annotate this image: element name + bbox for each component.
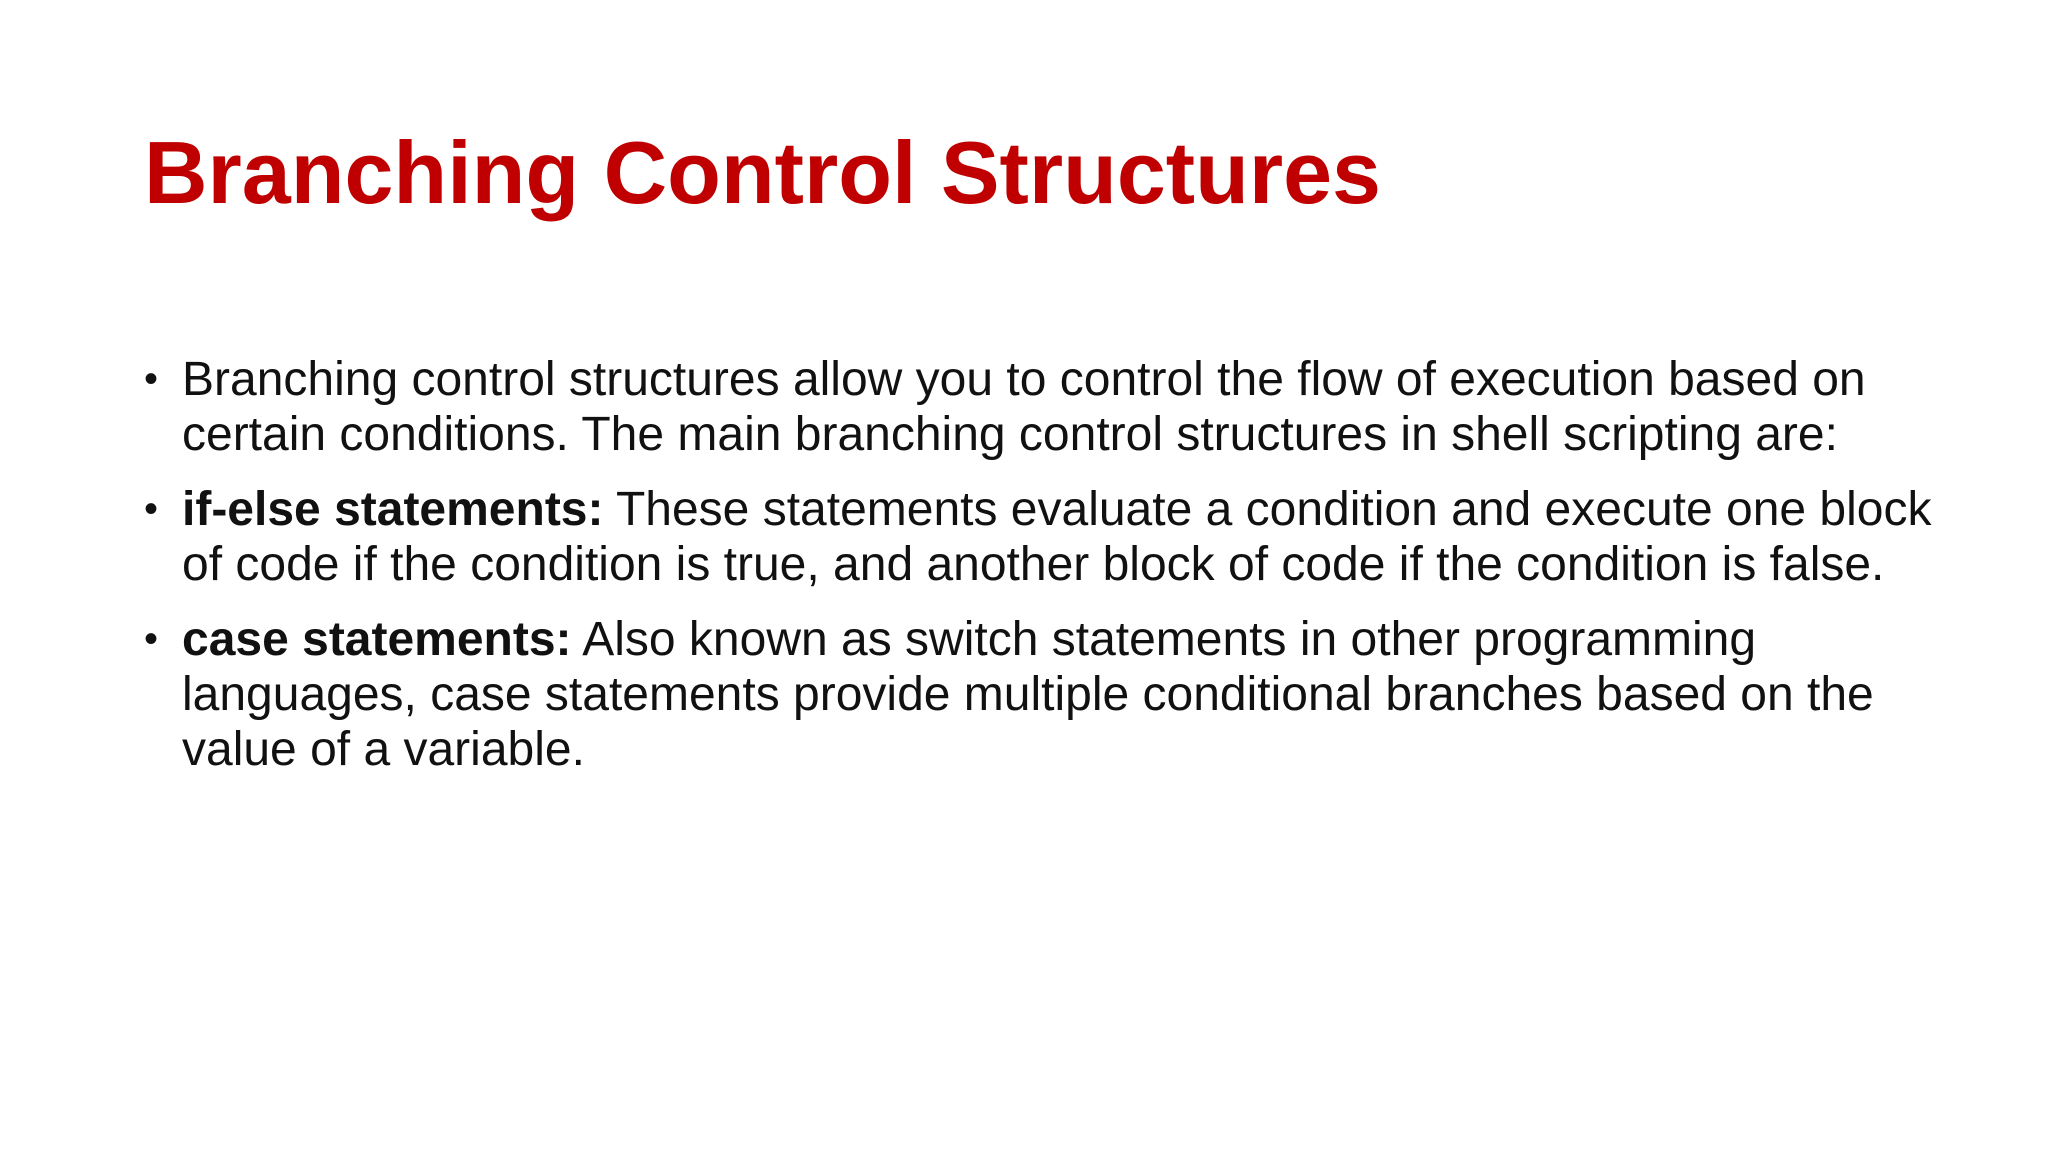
bullet-list: [144, 352, 1944, 797]
bullet-item-intro: [144, 352, 1944, 462]
bullet-term: if-else statements:: [182, 483, 604, 536]
bullet-dot-icon: •: [144, 357, 159, 401]
bullet-text: These statements evaluate a condition and execute one block of code if the condition is true, and another block of code if the condition is false.: [182, 483, 1932, 591]
bullet-text: Branching control structures allow you to control the flow of execution based on certain conditions. The main branching control structures in shell scripting are:: [182, 353, 1866, 461]
bullet-text: Also known as switch statements in other programming languages, case statements provide multiple conditional branches based on the value of a variable.: [182, 613, 1874, 776]
bullet-term: case statements:: [182, 613, 572, 666]
bullet-item-if-else: [144, 482, 1944, 592]
bullet-item-case: [144, 612, 1944, 777]
bullet-dot-icon: •: [144, 617, 159, 661]
bullet-dot-icon: •: [144, 487, 159, 531]
slide-title: Branching Control Structures: [144, 123, 1381, 222]
